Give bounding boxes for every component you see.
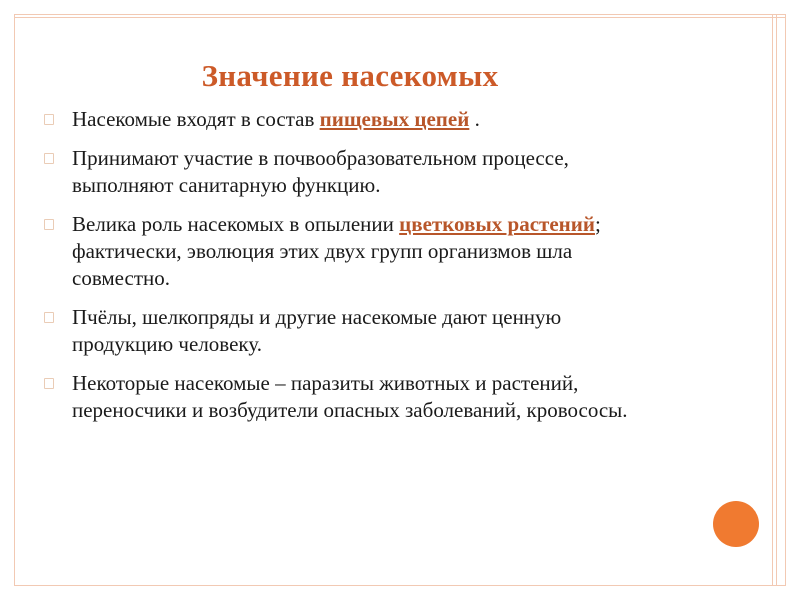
accent-circle bbox=[713, 501, 759, 547]
bullet-icon bbox=[44, 153, 54, 164]
bullet-item bbox=[40, 304, 660, 358]
bullet-item bbox=[40, 211, 660, 292]
link-food-chains[interactable]: пищевых цепей bbox=[319, 107, 470, 131]
bullet-icon bbox=[44, 378, 54, 389]
bullet-text: Принимают участие в почвообразовательном процессе, выполняют санитарную функцию. bbox=[72, 146, 569, 197]
frame-line-right-inner bbox=[772, 15, 773, 585]
link-flowering-plants[interactable]: цветковых растений bbox=[399, 212, 595, 236]
bullet-text: Насекомые входят в состав bbox=[72, 107, 320, 131]
frame-line-right bbox=[776, 15, 777, 585]
bullet-icon bbox=[44, 312, 54, 323]
bullet-icon bbox=[44, 219, 54, 230]
bullet-item bbox=[40, 370, 660, 424]
bullet-item bbox=[40, 145, 660, 199]
bullet-icon bbox=[44, 114, 54, 125]
bullet-item bbox=[40, 106, 660, 133]
bullet-text: Велика роль насекомых в опылении bbox=[72, 212, 400, 236]
bullet-list bbox=[40, 106, 660, 436]
bullet-text-tail: ; фактически, эволюция этих двух групп организмов шла совместно. bbox=[72, 212, 601, 290]
bullet-text: Некоторые насекомые – паразиты животных и растений, переносчики и возбудители опасных заболеваний, кровососы. bbox=[72, 371, 628, 422]
bullet-text: Пчёлы, шелкопряды и другие насекомые дают ценную продукцию человеку. bbox=[72, 305, 562, 356]
frame-line-top bbox=[15, 17, 785, 18]
slide-title: Значение насекомых bbox=[201, 58, 499, 93]
bullet-text-tail: . bbox=[469, 107, 480, 131]
